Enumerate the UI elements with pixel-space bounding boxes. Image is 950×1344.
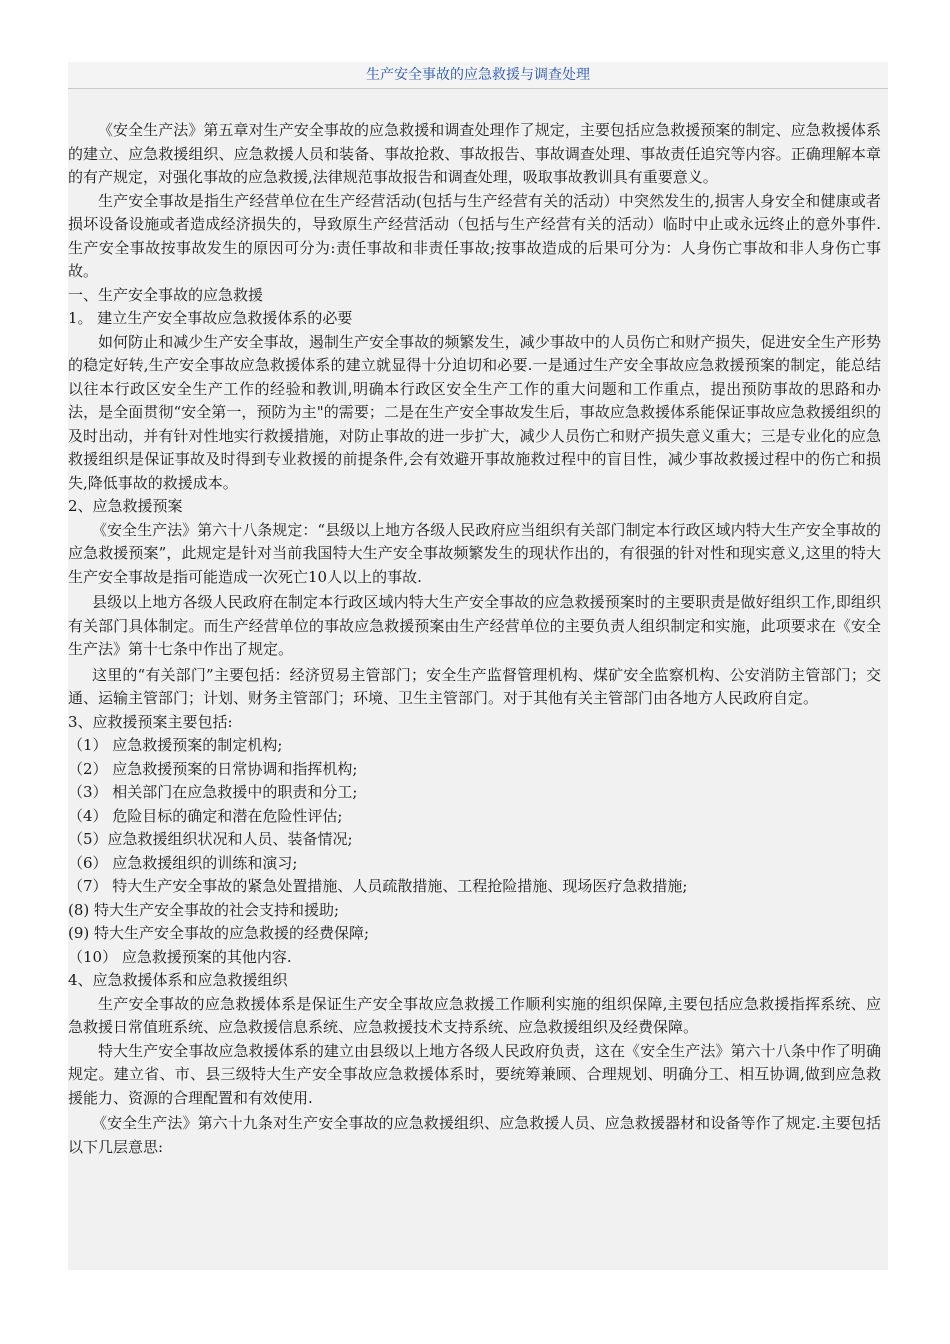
- header-title: 生产安全事故的应急救援与调查处理: [366, 67, 590, 83]
- paragraph: 县级以上地方各级人民政府在制定本行政区域内特大生产安全事故的应急救援预案时的主要职责是做好组织工作,即组织有关部门具体制定。而生产经营单位的事故应急救援预案由生产经营单位的主要负责人组织制定和实施，此项要求在《安全生产法》第十七条中作出了规定。: [68, 593, 881, 658]
- document-page: [68, 62, 888, 1270]
- paragraph: 《安全生产法》第六十九条对生产安全事故的应急救援组织、应急救援人员、应急救援器材和设备等作了规定.主要包括以下几层意思:: [68, 1114, 881, 1156]
- paragraph: 这里的“有关部门”主要包括：经济贸易主管部门；安全生产监督管理机构、煤矿安全监察机构、公安消防主管部门；交通、运输主管部门；计划、财务主管部门；环境、卫生主管部门。对于其他有关主管部门由各地方人民政府自定。: [68, 665, 881, 707]
- list-item: （7） 特大生产安全事故的紧急处置措施、人员疏散措施、工程抢险措施、现场医疗急救措施;: [68, 877, 688, 895]
- document-body: [68, 89, 888, 1159]
- list-item: （2） 应急救援预案的日常协调和指挥机构;: [68, 759, 358, 778]
- list-item: (8) 特大生产安全事故的社会支持和援助;: [68, 900, 340, 919]
- list-item: （10） 应急救援预案的其他内容.: [68, 947, 292, 966]
- list-item: （3） 相关部门在应急救援中的职责和分工;: [68, 783, 358, 801]
- subsection-heading: 3、应救援预案主要包括:: [68, 712, 233, 731]
- paragraph: 《安全生产法》第六十八条规定：“县级以上地方各级人民政府应当组织有关部门制定本行政区域内特大生产安全事故的应急救援预案”，此规定是针对当前我国特大生产安全事故频繁发生的现状作出的，有很强的针对性和现实意义,这里的特大生产安全事故是指可能造成一次死亡10人以上的事故.: [68, 520, 881, 586]
- subsection-heading: 2、应急救援预案: [68, 497, 183, 515]
- paragraph: 特大生产安全事故应急救援体系的建立由县级以上地方各级人民政府负责，这在《安全生产法》第六十八条中作了明确规定。建立省、市、县三级特大生产安全事故应急救援体系时，要统筹兼顾、合理规划、明确分工、相互协调,做到应急救援能力、资源的合理配置和有效使用.: [68, 1041, 881, 1107]
- page-header: [68, 62, 888, 89]
- paragraph: 《安全生产法》第五章对生产安全事故的应急救援和调查处理作了规定，主要包括应急救援预案的制定、应急救援体系的建立、应急救援组织、应急救援人员和装备、事故抢救、事故报告、事故调查处理、事故责任追究等内容。正确理解本章的有产规定，对强化事故的应急救援,法律规范事故报告和调查处理，吸取事故教训具有重要意义。: [68, 121, 881, 186]
- subsection-heading: 1。 建立生产安全事故应急救援体系的必要: [68, 309, 353, 327]
- list-item: （6） 应急救援组织的训练和演习;: [68, 853, 298, 872]
- section-heading: 一、生产安全事故的应急救援: [68, 285, 264, 304]
- list-item: （4） 危险目标的确定和潜在危险性评估;: [68, 806, 343, 825]
- list-item: (9) 特大生产安全事故的应急救援的经费保障;: [68, 924, 370, 942]
- list-item: （1） 应急救援预案的制定机构;: [68, 736, 283, 754]
- paragraph: 生产安全事故是指生产经营单位在生产经营活动(包括与生产经营有关的活动）中突然发生的,损害人身安全和健康或者损坏设备设施或者造成经济损失的，导致原生产经营活动（包括与生产经营有关的活动）临时中止或永远终止的意外事件.生产安全事故按事故发生的原因可分为:责任事故和非责任事故;按事故造成的后果可分为：人身伤亡事故和非人身伤亡事故。: [68, 191, 881, 280]
- paragraph: 生产安全事故的应急救援体系是保证生产安全事故应急救援工作顺利实施的组织保障,主要包括应急救援指挥系统、应急救援日常值班系统、应急救援信息系统、应急救援技术支持系统、应急救援组织及经费保障。: [68, 994, 881, 1036]
- subsection-heading: 4、应急救援体系和应急救援组织: [68, 971, 288, 989]
- list-item: （5）应急救援组织状况和人员、装备情况;: [68, 830, 353, 848]
- paragraph: 如何防止和减少生产安全事故，遏制生产安全事故的频繁发生，减少事故中的人员伤亡和财产损失，促进安全生产形势的稳定好转,生产安全事故应急救援体系的建立就显得十分迫切和必要.一是通过生产安全事故应急救援预案的制定，能总结以往本行政区安全生产工作的经验和教训,明确本行政区安全生产工作的重大问题和工作重点，提出预防事故的思路和办法，是全面贯彻“安全第一，预防为主"的需要；二是在生产安全事故发生后，事故应急救援体系能保证事故应急救援组织的及时出动，并有针对性地实行救援措施，对防止事故的进一步扩大，减少人员伤亡和财产损失意义重大；三是专业化的应急救援组织是保证事故及时得到专业救援的前提条件,会有效避开事故施救过程中的盲目性，减少事故救援过程中的伤亡和损失,降低事故的救援成本。: [68, 332, 881, 492]
